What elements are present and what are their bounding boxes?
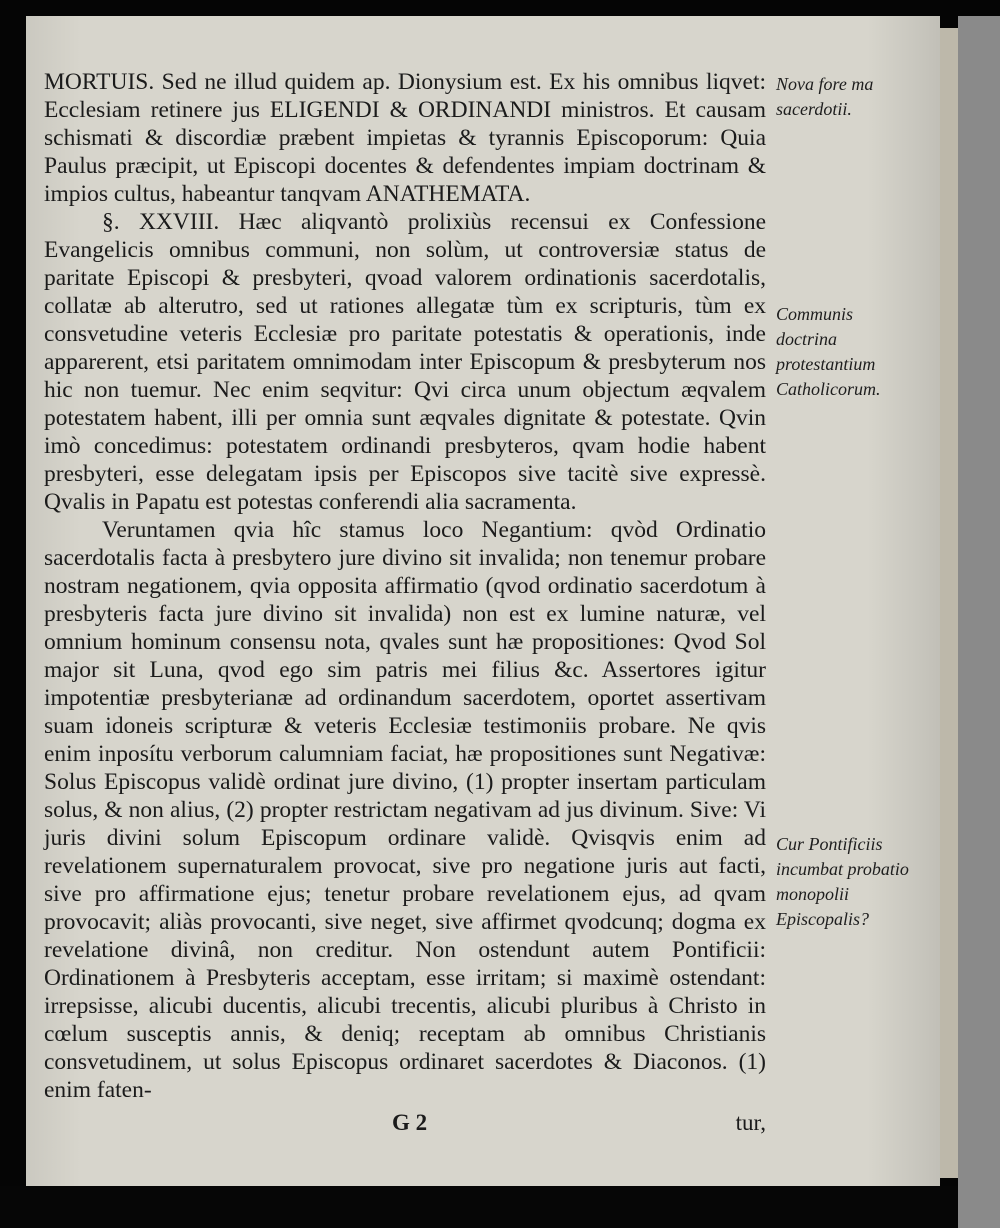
margin-note-cur-pontificiis: Cur Pontificiis incumbat probatio monopolii Episcopalis?: [776, 834, 909, 929]
paragraph-2: §. XXVIII. Hæc aliqvantò prolixiùs recensui ex Confessione Evangelicis omnibus communi, non solùm, ut controversiæ status de paritate Episcopi & presbyteri, qvoad valorem ordinationis sacerdotalis, collatæ ab alterutro, sed ut rationes allegatæ tùm ex scripturis, tùm ex consvetudine veteris Ecclesiæ pro paritate potestatis & operationis, inde apparerent, etsi paritatem omnimodam inter Episcopum & presbyterum nos hic non tuemur. Nec enim seqvitur: Qvi circa unum objectum æqvalem potestatem habent, illi per omnia sunt æqvales dignitate & potestate. Qvin imò concedimus: potestatem ordinandi presbyteros, qvam hodie habent presbyteri, esse delegatam ipsis per Episcopos sive tacitè sive expressè. Qvalis in Papatu est potestas conferendi alia sacramenta.: [44, 209, 766, 515]
signature-mark: G 2: [392, 1110, 428, 1135]
page-edge: [940, 28, 958, 1178]
scan-bottom-border: [0, 1186, 958, 1228]
main-text-block: [44, 68, 766, 1104]
scan-margin-strip: [958, 16, 1000, 1228]
paragraph-1: MORTUIS. Sed ne illud quidem ap. Dionysium est. Ex his omnibus liqvet: Ecclesiam retinere jus ELIGENDI & ORDINANDI ministros. Et causam schismati & discordiæ præbent impietas & tyrannis Episcoporum: Quia Paulus præcipit, ut Episcopi docentes & defendentes impiam doctrinam & impios cultus, habeantur tanqvam ANATHEMATA.: [44, 69, 766, 207]
margin-note-communis-doctrina: Communis doctrina protestantium Catholicorum.: [776, 304, 881, 399]
page-footer: [44, 1110, 766, 1140]
paragraph-3: Veruntamen qvia hîc stamus loco Negantium: qvòd Ordinatio sacerdotalis facta à presbytero jure divino sit invalida; non tenemur probare nostram negationem, qvia opposita affirmatio (qvod ordinatio sacerdotum à presbyteris facta jure divino sit invalida) non est ex lumine naturæ, vel omnium hominum consensu nota, qvales sunt hæ propositiones: Qvod Sol major sit Luna, qvod ego sim patris mei filius &c. Assertores igitur impotentiæ presbyterianæ ad ordinandum sacerdotem, oportet assertivam suam idoneis scripturæ & veteris Ecclesiæ testimoniis probare. Ne qvis enim inposítu verborum calumniam faciat, hæ propositiones sunt Negativæ: Solus Episcopus validè ordinat jure divino, (1) propter insertam particulam solus, & non alius, (2) propter restrictam negativam ad jus divinum. Sive: Vi juris divini solum Episcopum ordinare validè. Qvisqvis enim ad revelationem supernaturalem provocat, sive pro negatione juris aut facti, sive pro affirmatione ejus; tenetur probare revelationem ejus, ad qvam provocavit; aliàs provocanti, sive neget, sive affirmet qvodcunq; dogma ex revelatione divinâ, non creditur. Non ostendunt autem Pontificii: Ordinationem à Presbyteris acceptam, esse irritam; si maximè ostendant: irrepsisse, alicubi ducentis, alicubi trecentis, alicubi pluribus à Christo in cœlum susceptis annis, & deniq; receptam ab omnibus Christianis consvetudinem, ut solus Episcopus ordinaret sacerdotes & Diaconos. (1) enim faten-: [44, 517, 766, 1103]
catchword: tur,: [735, 1110, 766, 1135]
margin-note-nova-forma: Nova fore ma sacerdotii.: [776, 74, 874, 119]
